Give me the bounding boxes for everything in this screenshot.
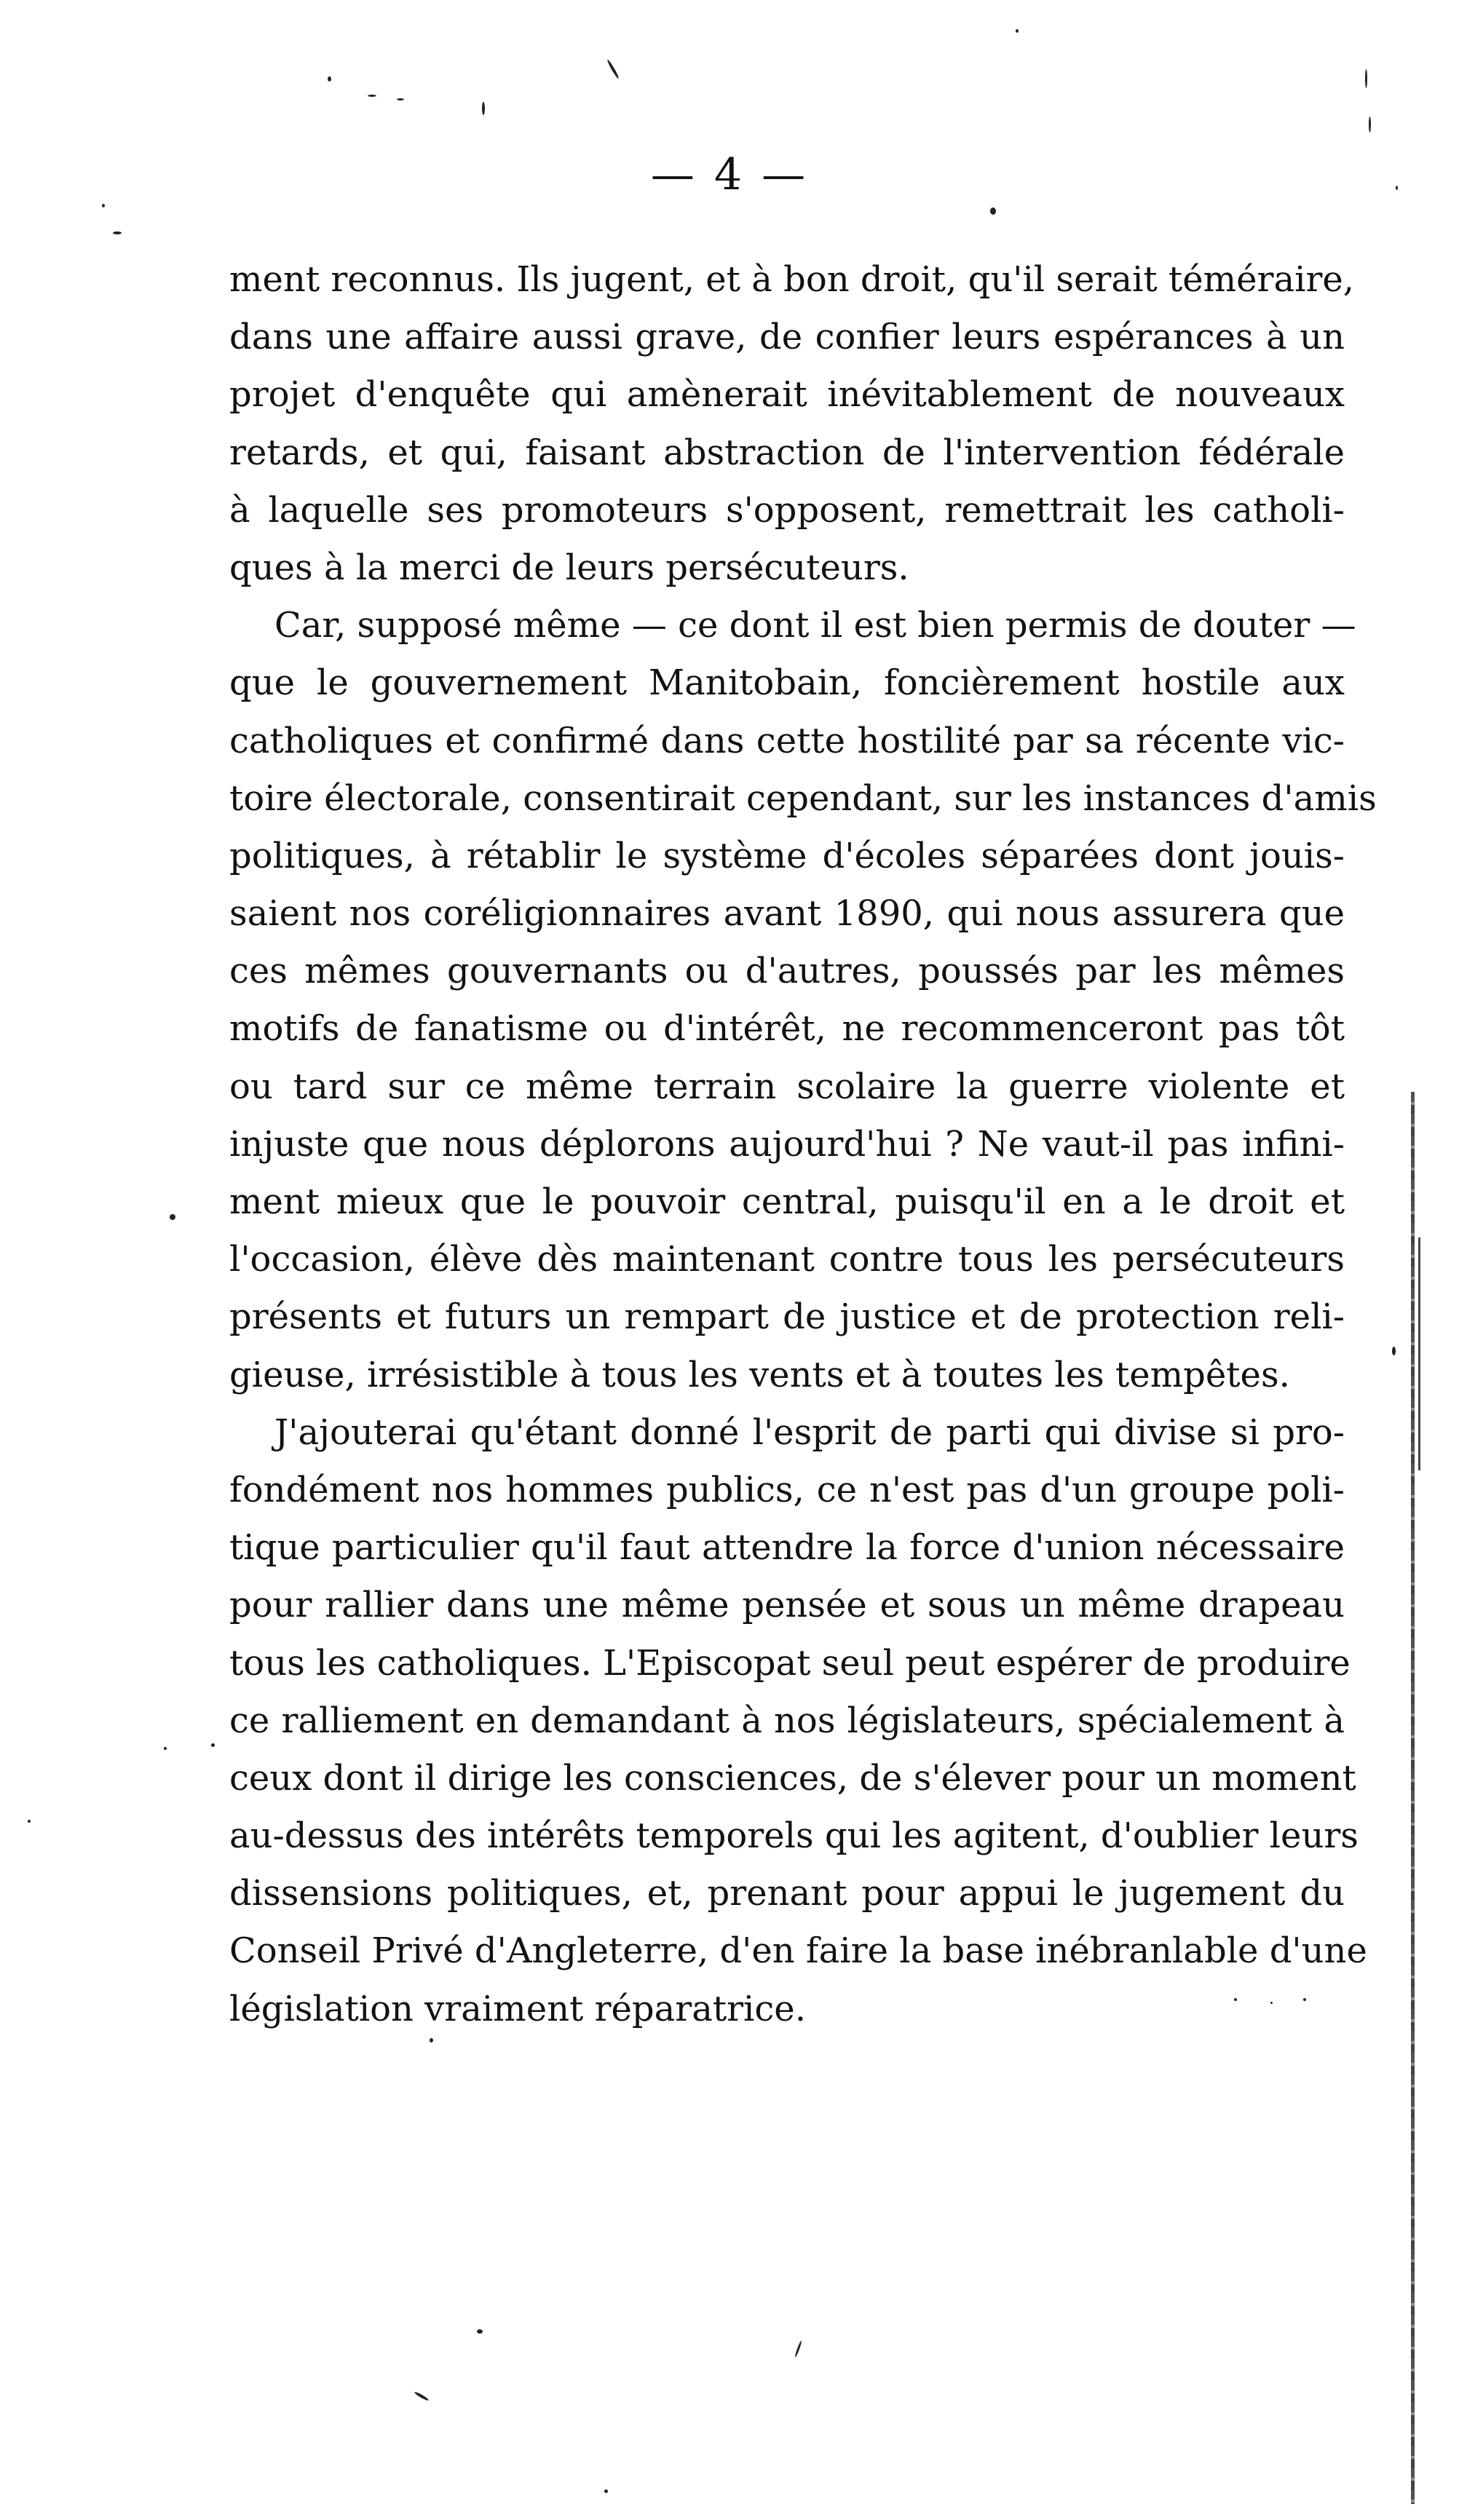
text-line: législation vraiment réparatrice. (229, 1988, 806, 2029)
paragraph (229, 597, 1377, 1404)
text-line: tous les catholiques. L'Episcopat seul peut espérer de produire (229, 1642, 1351, 1684)
text-line: ment mieux que le pouvoir central, puisqu'il en a le droit et (229, 1181, 1345, 1222)
scan-speck (397, 98, 404, 100)
page-number: — 4 — (650, 149, 809, 200)
scan-speck (477, 2329, 483, 2334)
text-line: gieuse, irrésistible à tous les vents et à toutes les tempêtes. (229, 1354, 1290, 1395)
scan-speck (164, 1747, 167, 1750)
scan-speck (113, 231, 122, 234)
text-line: catholiques et confirmé dans cette hostilité par sa récente vic- (229, 720, 1345, 761)
text-line: à laquelle ses promoteurs s'opposent, remettrait les catholi- (229, 489, 1345, 531)
scan-speck (1365, 69, 1367, 88)
text-line: ou tard sur ce même terrain scolaire la guerre violente et (229, 1066, 1345, 1107)
page-edge-shadow (1411, 1092, 1415, 2504)
scan-speck (368, 95, 376, 97)
paragraph (229, 251, 1355, 597)
scan-speck (606, 59, 620, 79)
scan-speck (1303, 1998, 1306, 2001)
scan-speck (1270, 2002, 1273, 2004)
text-line: motifs de fanatisme ou d'intérêt, ne recommenceront pas tôt (229, 1008, 1345, 1050)
body-text (229, 251, 1377, 2038)
text-line: fondément nos hommes publics, ce n'est pas d'un groupe poli- (229, 1469, 1345, 1510)
text-line: injuste que nous déplorons aujourd'hui ? Ne vaut-il pas infini- (229, 1123, 1345, 1165)
scan-speck (1016, 29, 1019, 33)
text-line: saient nos coréligionnaires avant 1890, qui nous assurera que (229, 893, 1345, 935)
scan-speck (1234, 1998, 1237, 2001)
text-line: dissensions politiques, et, prenant pour appui le jugement du (229, 1873, 1345, 1914)
text-line: ceux dont il dirige les consciences, de s'élever pour un moment (229, 1757, 1356, 1799)
text-line: au-dessus des intérêts temporels qui les agitent, d'oublier leurs (229, 1815, 1359, 1857)
scan-speck (1396, 186, 1398, 190)
text-line: Car, supposé même — ce dont il est bien permis de douter — (274, 605, 1356, 646)
scan-speck (794, 2340, 802, 2358)
scan-speck (990, 207, 996, 215)
text-line: ment reconnus. Ils jugent, et à bon droit, qu'il serait téméraire, (229, 259, 1355, 300)
page-edge-line (1418, 1237, 1420, 1470)
text-line: présents et futurs un rempart de justice et de protection reli- (229, 1296, 1345, 1338)
text-line: ces mêmes gouvernants ou d'autres, poussés par les mêmes (229, 951, 1345, 992)
scan-speck (604, 2489, 608, 2493)
text-line: ce ralliement en demandant à nos législateurs, spécialement à (229, 1700, 1345, 1741)
text-line: Conseil Privé d'Angleterre, d'en faire la base inébranlable d'une (229, 1930, 1367, 1972)
text-line: toire électorale, consentirait cependant, sur les instances d'amis (229, 777, 1377, 819)
text-line: J'ajouterai qu'étant donné l'esprit de parti qui divise si pro- (274, 1411, 1345, 1453)
text-line: que le gouvernement Manitobain, foncièrement hostile aux (229, 662, 1345, 704)
text-line: ques à la merci de leurs persécuteurs. (229, 547, 909, 588)
text-line: projet d'enquête qui amènerait inévitablement de nouveaux (229, 374, 1345, 416)
text-line: politiques, à rétablir le système d'écoles séparées dont jouis- (229, 835, 1345, 876)
text-line: tique particulier qu'il faut attendre la force d'union nécessaire (229, 1527, 1345, 1569)
scan-speck (28, 1820, 31, 1823)
scan-speck (102, 204, 105, 207)
scan-speck (328, 76, 331, 82)
scan-speck (170, 1214, 175, 1220)
scan-speck (211, 1743, 215, 1747)
scan-speck (1369, 116, 1371, 132)
text-line: pour rallier dans une même pensée et sous un même drapeau (229, 1585, 1345, 1626)
paragraph (229, 1404, 1367, 2038)
scan-speck (430, 2038, 433, 2042)
text-line: l'occasion, élève dès maintenant contre tous les persécuteurs (229, 1239, 1345, 1280)
scan-speck (414, 2391, 429, 2401)
scan-speck (482, 102, 485, 115)
scan-speck (1392, 1347, 1396, 1355)
text-line: dans une affaire aussi grave, de confier leurs espérances à un (229, 317, 1345, 358)
text-line: retards, et qui, faisant abstraction de l'intervention fédérale (229, 432, 1345, 473)
